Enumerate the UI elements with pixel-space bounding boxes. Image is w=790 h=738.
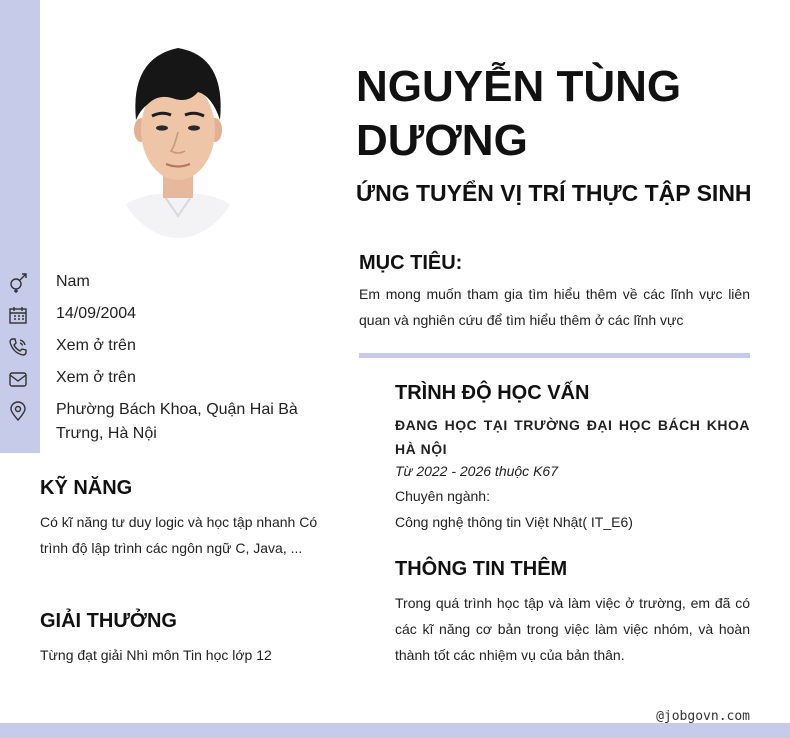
phone-text: Xem ở trên bbox=[56, 337, 136, 354]
position-title: ỨNG TUYỂN VỊ TRÍ THỰC TẬP SINH bbox=[356, 180, 752, 206]
education-period: Từ 2022 - 2026 thuộc K67 bbox=[395, 463, 558, 479]
dob-text: 14/09/2004 bbox=[56, 305, 137, 322]
watermark: @jobgovn.com bbox=[656, 709, 750, 724]
awards-text: Từng đạt giải Nhì môn Tin học lớp 12 bbox=[40, 647, 272, 663]
skills-heading: KỸ NĂNG bbox=[40, 477, 133, 499]
location-icon bbox=[8, 401, 30, 423]
bottom-accent-bar bbox=[0, 723, 790, 738]
education-major: Công nghệ thông tin Việt Nhật( IT_E6) bbox=[395, 514, 633, 530]
gender-text: Nam bbox=[56, 273, 90, 290]
extra-info-heading: THÔNG TIN THÊM bbox=[395, 558, 568, 580]
objective-text: Em mong muốn tham gia tìm hiểu thêm về các lĩnh vực liên quan và nghiên cứu để tìm hiểu thêm ở các lĩnh vực bbox=[359, 286, 750, 328]
mail-icon bbox=[8, 369, 30, 391]
address-text: Phường Bách Khoa, Quận Hai Bà Trưng, Hà Nội bbox=[56, 401, 298, 442]
calendar-icon bbox=[8, 305, 30, 327]
education-school: ĐANG HỌC TẠI TRƯỜNG ĐẠI HỌC BÁCH KHOA HÀ NỘI bbox=[395, 417, 750, 457]
phone-icon bbox=[8, 337, 30, 359]
education-major-label: Chuyên ngành: bbox=[395, 488, 490, 504]
skills-text: Có kĩ năng tư duy logic và học tập nhanh Có trình độ lập trình các ngôn ngữ C, Java, ... bbox=[40, 514, 318, 556]
candidate-name: NGUYỄN TÙNG DƯƠNG bbox=[356, 62, 682, 165]
education-heading: TRÌNH ĐỘ HỌC VẤN bbox=[395, 382, 590, 404]
objective-heading: MỤC TIÊU: bbox=[359, 252, 463, 274]
email-text: Xem ở trên bbox=[56, 369, 136, 386]
gender-icon bbox=[8, 273, 30, 295]
extra-info-text: Trong quá trình học tập và làm việc ở trường, em đã có các kĩ năng cơ bản trong việc làm việc nhóm, và hoàn thành tốt các nhiệm vụ của bản thân. bbox=[395, 595, 750, 663]
profile-photo bbox=[108, 38, 248, 238]
section-divider bbox=[359, 353, 750, 358]
awards-heading: GIẢI THƯỞNG bbox=[40, 610, 177, 632]
